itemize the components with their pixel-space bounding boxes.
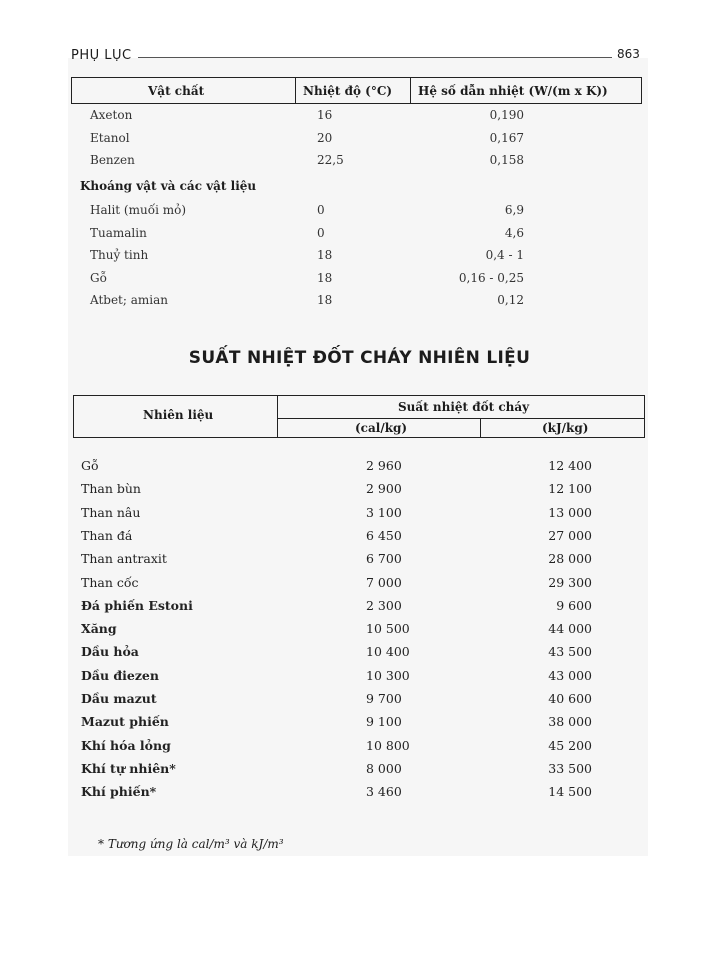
table1-col-temperature: Nhiệt độ (°C) (303, 84, 393, 98)
table2-cell-fuel: Than bùn (81, 481, 141, 497)
table1-cell-name: Tuamalin (90, 225, 147, 240)
table1-top-rule (71, 77, 642, 78)
table2-cell-fuel: Dầu hỏa (81, 644, 139, 660)
page-scan-area (68, 58, 648, 856)
table1-cell-value: 0,4 - 1 (485, 248, 524, 262)
table2-cell-cal: 9 700 (366, 691, 402, 706)
table1-cell-value: 0,16 - 0,25 (458, 270, 524, 285)
table2-cell-cal: 6 450 (366, 527, 402, 543)
table2-cell-kj: 12 400 (548, 458, 592, 473)
footnote: * Tương ứng là cal/m³ và kJ/m³ (98, 837, 284, 851)
table2-cell-cal: 8 000 (366, 760, 402, 776)
table2-cell-cal: 10 800 (366, 737, 410, 753)
table2-cell-fuel: Khí hóa lỏng (81, 737, 171, 753)
table2-cell-fuel: Khí tự nhiên* (81, 760, 176, 776)
table2-cell-kj: 13 000 (548, 504, 592, 520)
header-rule (138, 57, 612, 58)
table1-cell-name: Etanol (90, 130, 130, 145)
table2-cell-kj: 12 100 (548, 481, 592, 497)
table2-cell-cal: 10 500 (366, 621, 410, 637)
table2-left-border (73, 395, 74, 437)
table1-col-conductivity: Hệ số dẫn nhiệt (W/(m x K)) (418, 84, 608, 98)
table1-cell-name: Benzen (90, 153, 135, 167)
table1-header-rule (71, 103, 642, 104)
table2-cell-cal: 10 400 (366, 644, 410, 660)
table1-cell-value: 0,190 (489, 108, 524, 122)
table2-cell-kj: 38 000 (548, 714, 592, 730)
table2-cell-kj: 40 600 (548, 691, 592, 706)
table2-col-cal: (cal/kg) (355, 421, 408, 435)
table2-cell-fuel: Gỗ (81, 458, 99, 473)
table1-cell-value: 0,158 (489, 153, 524, 167)
table2-cell-cal: 7 000 (366, 574, 402, 590)
table2-top-rule (73, 395, 645, 396)
table2-cell-cal: 6 700 (366, 551, 402, 567)
table2-cell-cal: 2 960 (366, 458, 402, 473)
page-number: 863 (617, 47, 640, 61)
table1-col-material: Vật chất (148, 84, 205, 98)
table2-cell-fuel: Than nâu (81, 504, 141, 520)
table2-cell-fuel: Than antraxit (81, 551, 167, 567)
table2-cell-kj: 28 000 (548, 551, 592, 567)
table2-right-border (644, 395, 645, 437)
table1-cell-temp: 18 (317, 270, 333, 285)
table2-cell-kj: 29 300 (548, 574, 592, 590)
table1-cell-temp: 18 (317, 248, 333, 262)
table2-cell-cal: 2 900 (366, 481, 402, 497)
table1-cell-value: 0,12 (497, 293, 524, 307)
table1-cell-temp: 0 (317, 203, 325, 217)
table2-cell-fuel: Dầu mazut (81, 691, 157, 706)
table2-col-kj: (kJ/kg) (542, 421, 589, 435)
table1-cell-name: Atbet; amian (90, 293, 168, 307)
table1-col-divider-2 (410, 77, 411, 103)
table1-cell-temp: 22,5 (317, 153, 344, 167)
table2-cell-cal: 9 100 (366, 714, 402, 730)
section-title: SUẤT NHIỆT ĐỐT CHÁY NHIÊN LIỆU (188, 348, 531, 368)
table2-cell-kj: 43 500 (548, 644, 592, 660)
table1-section-title: Khoáng vật và các vật liệu (80, 179, 257, 193)
table1-cell-name: Gỗ (90, 270, 107, 285)
table1-cell-value: 4,6 (504, 225, 524, 240)
table2-cell-fuel: Đá phiến Estoni (81, 597, 193, 613)
running-header: PHỤ LỤC (71, 48, 132, 63)
table2-cell-fuel: Khí phiến* (81, 784, 157, 800)
table1-cell-name: Axeton (90, 108, 133, 122)
table2-cell-fuel: Dầu điezen (81, 667, 159, 683)
table1-col-divider-1 (295, 77, 296, 103)
table2-col-group: Suất nhiệt đốt cháy (398, 400, 530, 414)
table2-cell-kj: 33 500 (548, 760, 592, 776)
table2-cell-fuel: Than đá (81, 527, 133, 543)
table2-cell-cal: 2 300 (366, 597, 402, 613)
table2-cell-kj: 43 000 (548, 667, 592, 683)
table1-cell-temp: 16 (317, 108, 333, 122)
table2-cell-kj: 45 200 (548, 737, 592, 753)
table2-cell-kj: 14 500 (548, 784, 592, 800)
table1-cell-temp: 20 (317, 130, 333, 145)
table2-cell-kj: 27 000 (548, 527, 592, 543)
table2-cell-cal: 3 100 (366, 504, 402, 520)
table2-group-rule (278, 418, 645, 419)
table1-left-border (71, 77, 72, 103)
table1-cell-value: 6,9 (504, 203, 524, 217)
table2-cell-kj: 9 600 (556, 597, 592, 613)
table1-right-border (641, 77, 642, 103)
table1-cell-temp: 0 (317, 225, 325, 240)
table2-col-fuel: Nhiên liệu (143, 408, 214, 422)
table1-cell-temp: 18 (317, 293, 333, 307)
table2-cell-fuel: Xăng (81, 621, 117, 637)
table1-cell-name: Halit (muối mỏ) (90, 203, 186, 217)
table2-cell-fuel: Mazut phiến (81, 714, 169, 730)
table2-col-divider-1 (277, 395, 278, 437)
table2-cell-cal: 10 300 (366, 667, 410, 683)
table2-cell-fuel: Than cốc (81, 574, 139, 590)
table2-cell-cal: 3 460 (366, 784, 402, 800)
table2-header-rule (73, 437, 645, 438)
table2-cell-kj: 44 000 (548, 621, 592, 637)
table1-cell-value: 0,167 (489, 130, 524, 145)
table2-col-divider-2 (480, 418, 481, 437)
table1-cell-name: Thuỷ tinh (90, 248, 149, 262)
